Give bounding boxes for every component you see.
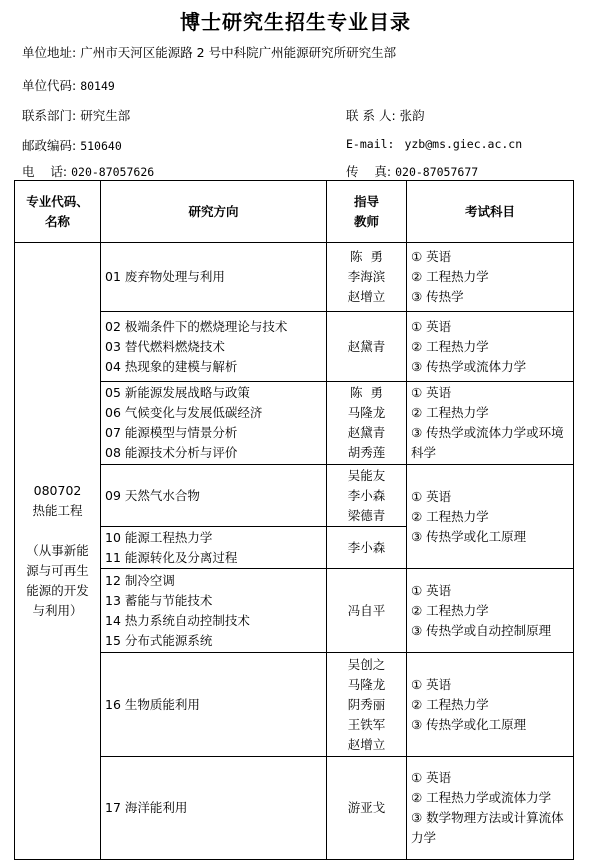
- zip-row: [22, 136, 122, 154]
- phone-value: 020-87057626: [71, 165, 155, 179]
- zip-value: 510640: [80, 139, 122, 153]
- tutor-cell: 陈 勇 马隆龙 赵黛青 胡秀莲: [327, 382, 407, 465]
- address-value: 广州市天河区能源路 2 号中科院广州能源研究所研究生部: [80, 45, 397, 60]
- tutor-cell: 赵黛青: [327, 312, 407, 382]
- direction-cell: 16 生物质能利用: [101, 653, 327, 757]
- fax-label: 传 真:: [346, 164, 392, 179]
- direction-cell: 05 新能源发展战略与政策 06 气候变化与发展低碳经济 07 能源模型与情景分析 08 能源技术分析与评价: [101, 382, 327, 465]
- fax-value: 020-87057677: [395, 165, 479, 179]
- email-row: [346, 136, 522, 151]
- header-exam: 考试科目: [407, 181, 574, 243]
- dept-value: 研究生部: [80, 108, 131, 123]
- table-row: [15, 243, 574, 312]
- exam-cell: ① 英语 ② 工程热力学或流体力学 ③ 数学物理方法或计算流体力学: [407, 757, 574, 860]
- tutor-cell: 游亚戈: [327, 757, 407, 860]
- contact-label: 联 系 人:: [346, 108, 396, 123]
- tutor-cell: 吴能友 李小森 梁德青: [327, 465, 407, 527]
- address-label: 单位地址:: [22, 45, 77, 60]
- email-label: E-mail:: [346, 137, 395, 151]
- header-row: [15, 181, 574, 243]
- page-title: 博士研究生招生专业目录: [180, 10, 411, 34]
- tutor-cell: 陈 勇 李海滨 赵增立: [327, 243, 407, 312]
- tutor-cell: 冯自平: [327, 569, 407, 653]
- code-value: 80149: [80, 79, 115, 93]
- direction-cell: 02 极端条件下的燃烧理论与技术 03 替代燃料燃烧技术 04 热现象的建模与解析: [101, 312, 327, 382]
- tutor-cell: 李小森: [327, 527, 407, 569]
- phone-row: [22, 162, 154, 180]
- major-code: 080702: [33, 483, 82, 498]
- header-tutor: 指导 教师: [327, 181, 407, 243]
- code-row: [22, 76, 115, 94]
- contact-row: [346, 106, 425, 124]
- direction-cell: 10 能源工程热力学 11 能源转化及分离过程: [101, 527, 327, 569]
- exam-cell: ① 英语 ② 工程热力学 ③ 传热学: [407, 243, 574, 312]
- dept-label: 联系部门:: [22, 108, 77, 123]
- major-name: 热能工程: [32, 503, 83, 518]
- major-cell: 080702 热能工程 （从事新能 源与可再生 能源的开发 与利用）: [15, 243, 101, 860]
- exam-cell: ① 英语 ② 工程热力学 ③ 传热学或化工原理: [407, 653, 574, 757]
- exam-cell: ① 英语 ② 工程热力学 ③ 传热学或流体力学或环境科学: [407, 382, 574, 465]
- zip-label: 邮政编码:: [22, 138, 77, 153]
- email-value[interactable]: yzb@ms.giec.ac.cn: [404, 137, 523, 151]
- exam-cell: ① 英语 ② 工程热力学 ③ 传热学或化工原理: [407, 465, 574, 569]
- direction-cell: 09 天然气水合物: [101, 465, 327, 527]
- header-direction: 研究方向: [101, 181, 327, 243]
- code-label: 单位代码:: [22, 78, 77, 93]
- header-major: 专业代码、 名称: [15, 181, 101, 243]
- program-table: [14, 180, 574, 860]
- address-row: [22, 43, 396, 61]
- phone-label: 电 话:: [22, 164, 68, 179]
- exam-cell: ① 英语 ② 工程热力学 ③ 传热学或流体力学: [407, 312, 574, 382]
- contact-value: 张韵: [399, 108, 425, 123]
- direction-cell: 17 海洋能利用: [101, 757, 327, 860]
- direction-cell: 01 废弃物处理与利用: [101, 243, 327, 312]
- tutor-cell: 吴创之 马隆龙 阴秀丽 王铁军 赵增立: [327, 653, 407, 757]
- dept-row: [22, 106, 130, 124]
- exam-cell: ① 英语 ② 工程热力学 ③ 传热学或自动控制原理: [407, 569, 574, 653]
- direction-cell: 12 制冷空调 13 蓄能与节能技术 14 热力系统自动控制技术 15 分布式能源系统: [101, 569, 327, 653]
- fax-row: [346, 162, 478, 180]
